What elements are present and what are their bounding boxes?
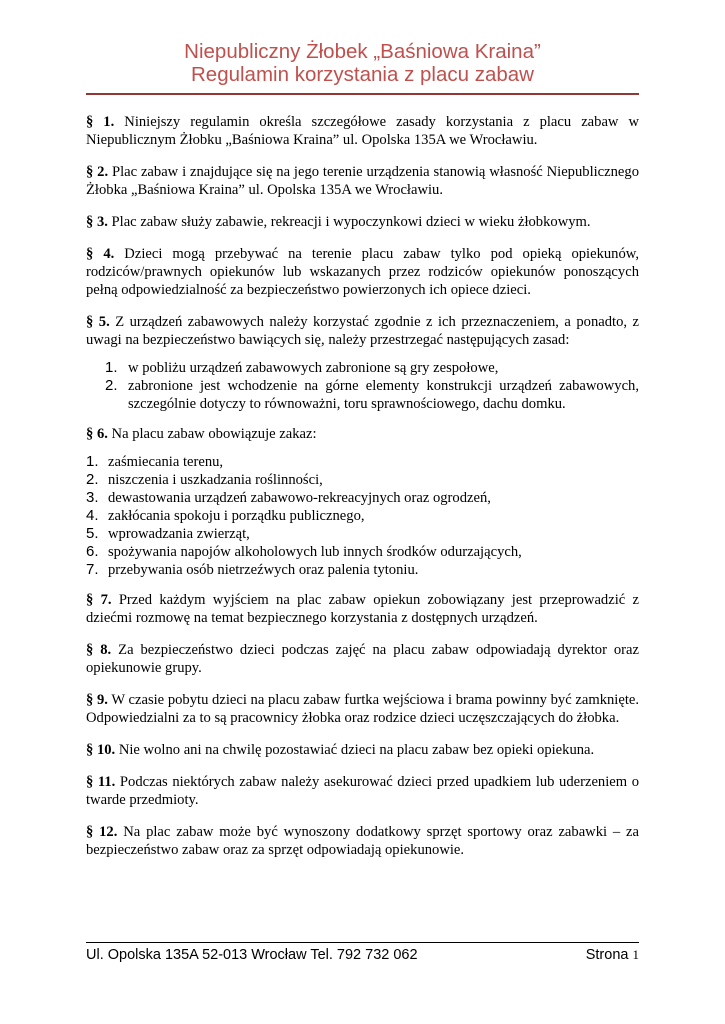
page-number: 1 [632, 947, 639, 962]
section-mark: § 5. [86, 314, 110, 330]
list-item-text: zabronione jest wchodzenie na górne elementy konstrukcji urządzeń zabawowych, szczególnie dotyczy to równoważni, toru sprawnościowego, dachu domku. [128, 378, 639, 412]
document-footer [86, 947, 639, 967]
section-mark: § 1. [86, 114, 115, 130]
paragraph-1 [86, 113, 639, 149]
list-item [86, 507, 639, 525]
header-divider [86, 93, 639, 95]
page-indicator [586, 947, 639, 963]
paragraph-text: Za bezpieczeństwo dzieci podczas zajęć na placu zabaw odpowiadają dyrektor oraz opiekunowie grupy. [86, 642, 639, 676]
section-mark: § 12. [86, 824, 118, 840]
paragraph-3 [86, 213, 639, 231]
list-number: 6. [86, 543, 99, 560]
page-label: Strona [585, 947, 629, 963]
list-item-text: wprowadzania zwierząt, [108, 526, 250, 542]
section-mark: § 2. [86, 164, 109, 180]
paragraph-text: Przed każdym wyjściem na plac zabaw opiekun zobowiązany jest przeprowadzić z dziećmi rozmowę na temat bezpiecznego korzystania z dostępnych urządzeń. [86, 592, 639, 626]
list-item-text: zakłócania spokoju i porządku publicznego, [108, 508, 365, 524]
paragraph-5 [86, 313, 639, 349]
list-item-text: niszczenia i uszkadzania roślinności, [108, 472, 323, 488]
paragraph-9 [86, 691, 639, 727]
list-number: 4. [86, 507, 99, 524]
document-body [86, 113, 639, 873]
section-mark: § 4. [86, 246, 115, 262]
list-item [86, 359, 639, 377]
paragraph-8 [86, 641, 639, 677]
list-item-text: przebywania osób nietrzeźwych oraz palenia tytoniu. [108, 562, 419, 578]
list-item [86, 525, 639, 543]
header-subtitle: Regulamin korzystania z placu zabaw [191, 63, 534, 86]
paragraph-text: Na placu zabaw obowiązuje zakaz: [107, 426, 317, 442]
paragraph-text: Z urządzeń zabawowych należy korzystać zgodnie z ich przeznaczeniem, a ponadto, z uwagi na bezpieczeństwo bawiących się, należy przestrzegać następujących zasad: [86, 314, 640, 348]
section-mark: § 9. [86, 692, 108, 708]
section-mark: § 11. [86, 774, 116, 790]
rules-list [86, 359, 639, 413]
list-item [86, 377, 639, 413]
footer-address: Ul. Opolska 135A 52-013 Wrocław Tel. 792 732 062 [86, 947, 418, 963]
paragraph-12 [86, 823, 639, 859]
list-item [86, 471, 639, 489]
list-item [86, 453, 639, 471]
paragraph-text: Na plac zabaw może być wynoszony dodatkowy sprzęt sportowy oraz zabawki – za bezpieczeństwo zabaw oraz za sprzęt odpowiadają opiekunowie. [86, 824, 639, 858]
paragraph-4 [86, 245, 639, 299]
list-number: 5. [86, 525, 99, 542]
list-number: 7. [86, 561, 99, 578]
paragraph-2 [86, 163, 639, 199]
paragraph-text: Dzieci mogą przebywać na terenie placu zabaw tylko pod opieką opiekunów, rodziców/prawnych opiekunów lub wskazanych przez rodziców opiekunów ponoszących pełną odpowiedzialność za bezpieczeństwo powierzonych ich opiece dzieci. [86, 246, 640, 298]
list-number: 1. [86, 453, 99, 470]
list-item [86, 561, 639, 579]
list-item [86, 543, 639, 561]
paragraph-7 [86, 591, 639, 627]
section-mark: § 6. [86, 426, 108, 442]
bans-list [86, 453, 639, 579]
paragraph-10 [86, 741, 639, 759]
section-mark: § 3. [86, 214, 108, 230]
list-item-text: dewastowania urządzeń zabawowo-rekreacyjnych oraz ogrodzeń, [108, 490, 491, 506]
footer-divider [86, 942, 639, 943]
paragraph-text: Podczas niektórych zabaw należy asekurować dzieci przed upadkiem lub uderzeniem o twarde przedmioty. [86, 774, 639, 808]
paragraph-text: W czasie pobytu dzieci na placu zabaw furtka wejściowa i brama powinny być zamknięte. Odpowiedzialni za to są pracownicy żłobka oraz rodzice dzieci uczęszczających do żłobka. [86, 692, 639, 726]
paragraph-text: Plac zabaw służy zabawie, rekreacji i wypoczynkowi dzieci w wieku żłobkowym. [107, 214, 591, 230]
list-number: 2. [105, 377, 118, 394]
list-item-text: spożywania napojów alkoholowych lub innych środków odurzających, [108, 544, 522, 560]
section-mark: § 8. [86, 642, 112, 658]
header-title: Niepubliczny Żłobek „Baśniowa Kraina” [184, 40, 541, 63]
paragraph-6 [86, 425, 639, 443]
paragraph-11 [86, 773, 639, 809]
paragraph-text: Nie wolno ani na chwilę pozostawiać dzieci na placu zabaw bez opieki opiekuna. [115, 742, 595, 758]
list-item-text: w pobliżu urządzeń zabawowych zabronione są gry zespołowe, [128, 360, 499, 376]
paragraph-text: Niniejszy regulamin określa szczegółowe zasady korzystania z placu zabaw w Niepublicznym Żłobku „Baśniowa Kraina” ul. Opolska 135A we Wrocławiu. [86, 114, 640, 148]
list-number: 2. [86, 471, 99, 488]
section-mark: § 7. [86, 592, 112, 608]
paragraph-text: Plac zabaw i znajdujące się na jego terenie urządzenia stanowią własność Niepublicznego Żłobka „Baśniowa Kraina” ul. Opolska 135A we Wrocławiu. [86, 164, 640, 198]
list-item-text: zaśmiecania terenu, [108, 454, 224, 470]
list-number: 3. [86, 489, 99, 506]
list-number: 1. [105, 359, 118, 376]
document-header [86, 40, 639, 86]
section-mark: § 10. [86, 742, 116, 758]
list-item [86, 489, 639, 507]
